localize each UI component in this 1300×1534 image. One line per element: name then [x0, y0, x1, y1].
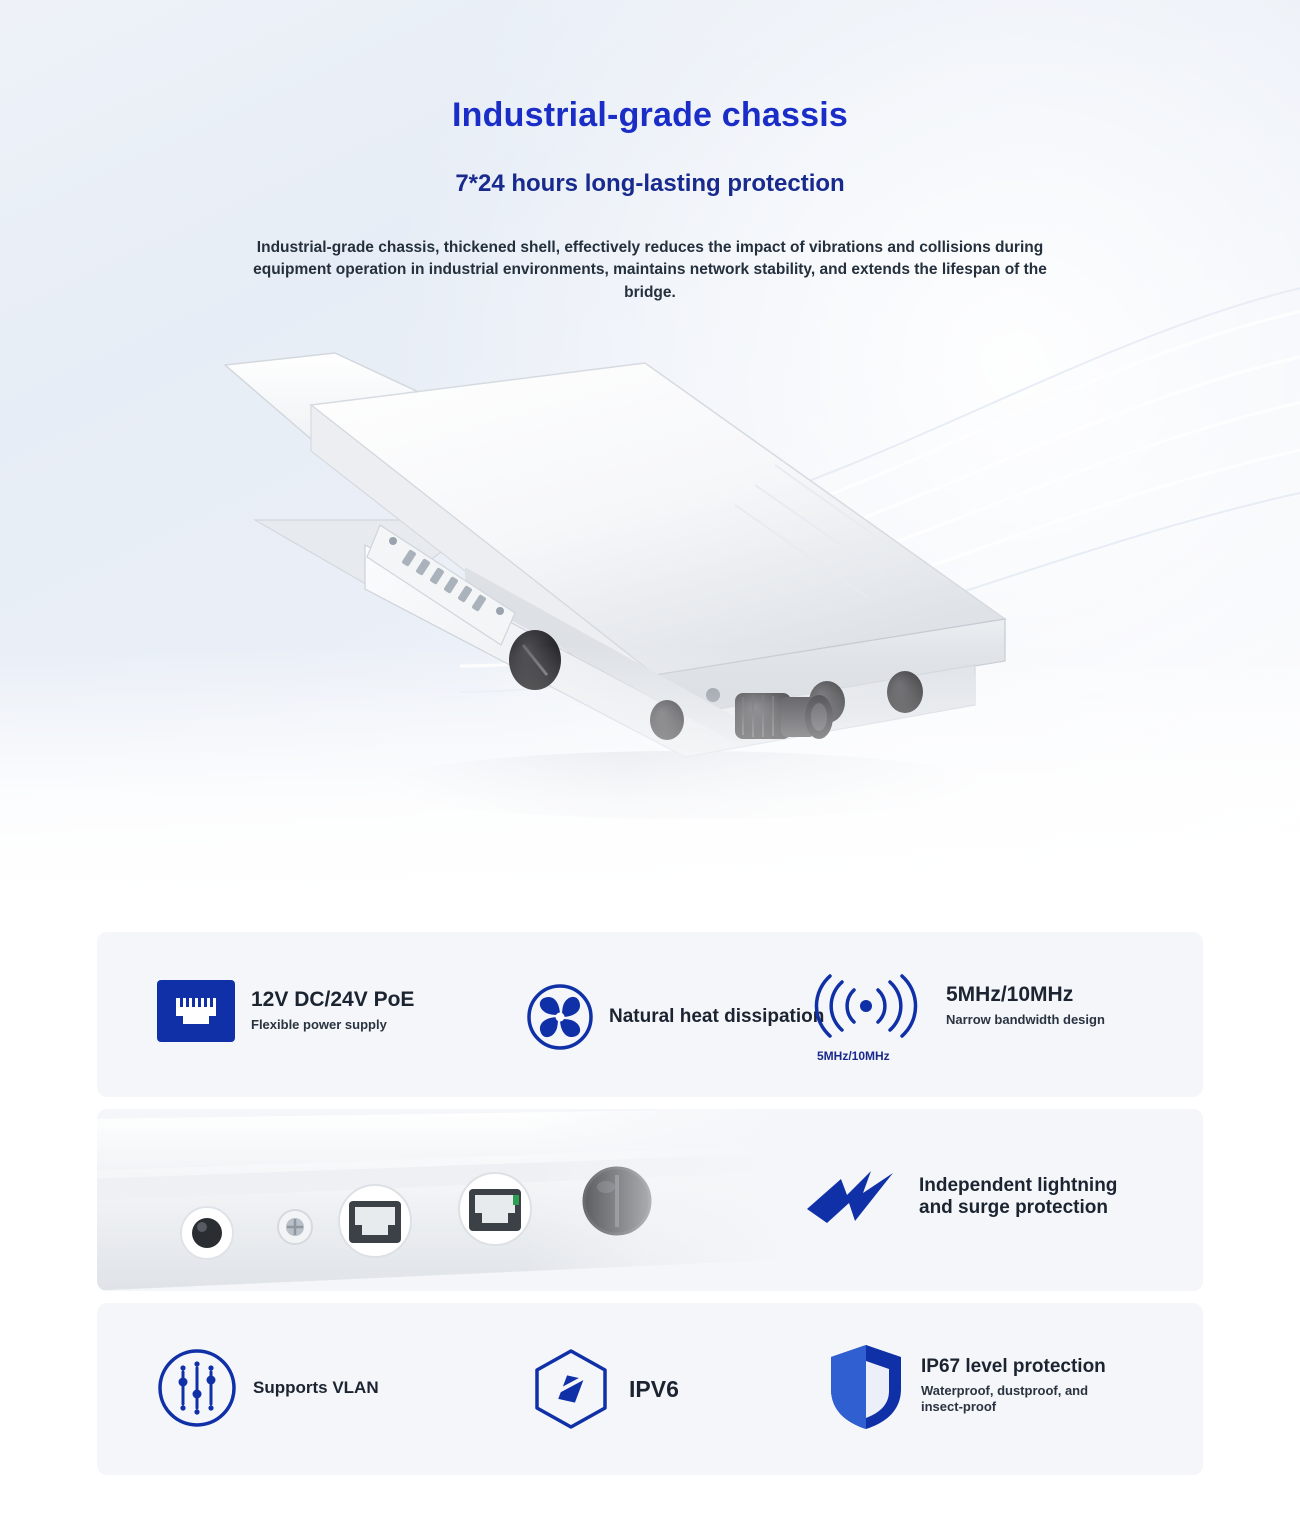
feature-subtitle: Waterproof, dustproof, and insect-proof	[921, 1382, 1089, 1415]
feature-title: 5MHz/10MHz	[946, 982, 1074, 1006]
feature-subtitle: Flexible power supply	[251, 1017, 387, 1033]
feature-title: 12V DC/24V PoE	[251, 987, 415, 1011]
page-title: Industrial-grade chassis	[452, 96, 848, 134]
feature-title: IPV6	[629, 1375, 679, 1402]
feature-title: IP67 level protection	[921, 1355, 1106, 1377]
hero-fade	[0, 645, 1300, 905]
feature-heat-dissipation	[527, 984, 824, 1050]
feature-ipv6	[529, 1347, 679, 1431]
page-subtitle: 7*24 hours long-lasting protection	[455, 170, 845, 197]
ethernet-port-icon	[157, 980, 235, 1042]
fan-icon	[527, 984, 593, 1050]
feature-title: Supports VLAN	[253, 1378, 379, 1398]
feature-panels	[97, 932, 1203, 1475]
ipv6-hexagon-icon	[529, 1347, 613, 1431]
features-row-2	[97, 1109, 1203, 1291]
lightning-bolt-icon	[797, 1165, 907, 1229]
signal-icon-caption: 5MHz/10MHz	[817, 1049, 890, 1063]
features-row-3	[97, 1303, 1203, 1475]
feature-vlan	[157, 1348, 379, 1428]
shield-icon	[827, 1341, 905, 1431]
feature-title: Natural heat dissipation	[609, 1006, 825, 1028]
features-row-1	[97, 932, 1203, 1097]
ports-closeup-image	[97, 1109, 797, 1291]
feature-lightning-protection	[797, 1165, 1149, 1229]
feature-bandwidth	[802, 974, 1105, 1038]
signal-waves-icon	[802, 974, 930, 1038]
vlan-sliders-icon	[157, 1348, 237, 1428]
feature-title: Independent lightning and surge protection	[919, 1175, 1118, 1218]
feature-subtitle: Narrow bandwidth design	[946, 1012, 1105, 1028]
page-description: Industrial-grade chassis, thickened shell, effectively reduces the impact of vibrations and collisions during equipment operation in industrial environments, maintains network stability, and extends the lifespan of the bridge.	[253, 239, 1047, 301]
feature-ip67	[827, 1341, 1131, 1431]
feature-power	[157, 980, 414, 1042]
